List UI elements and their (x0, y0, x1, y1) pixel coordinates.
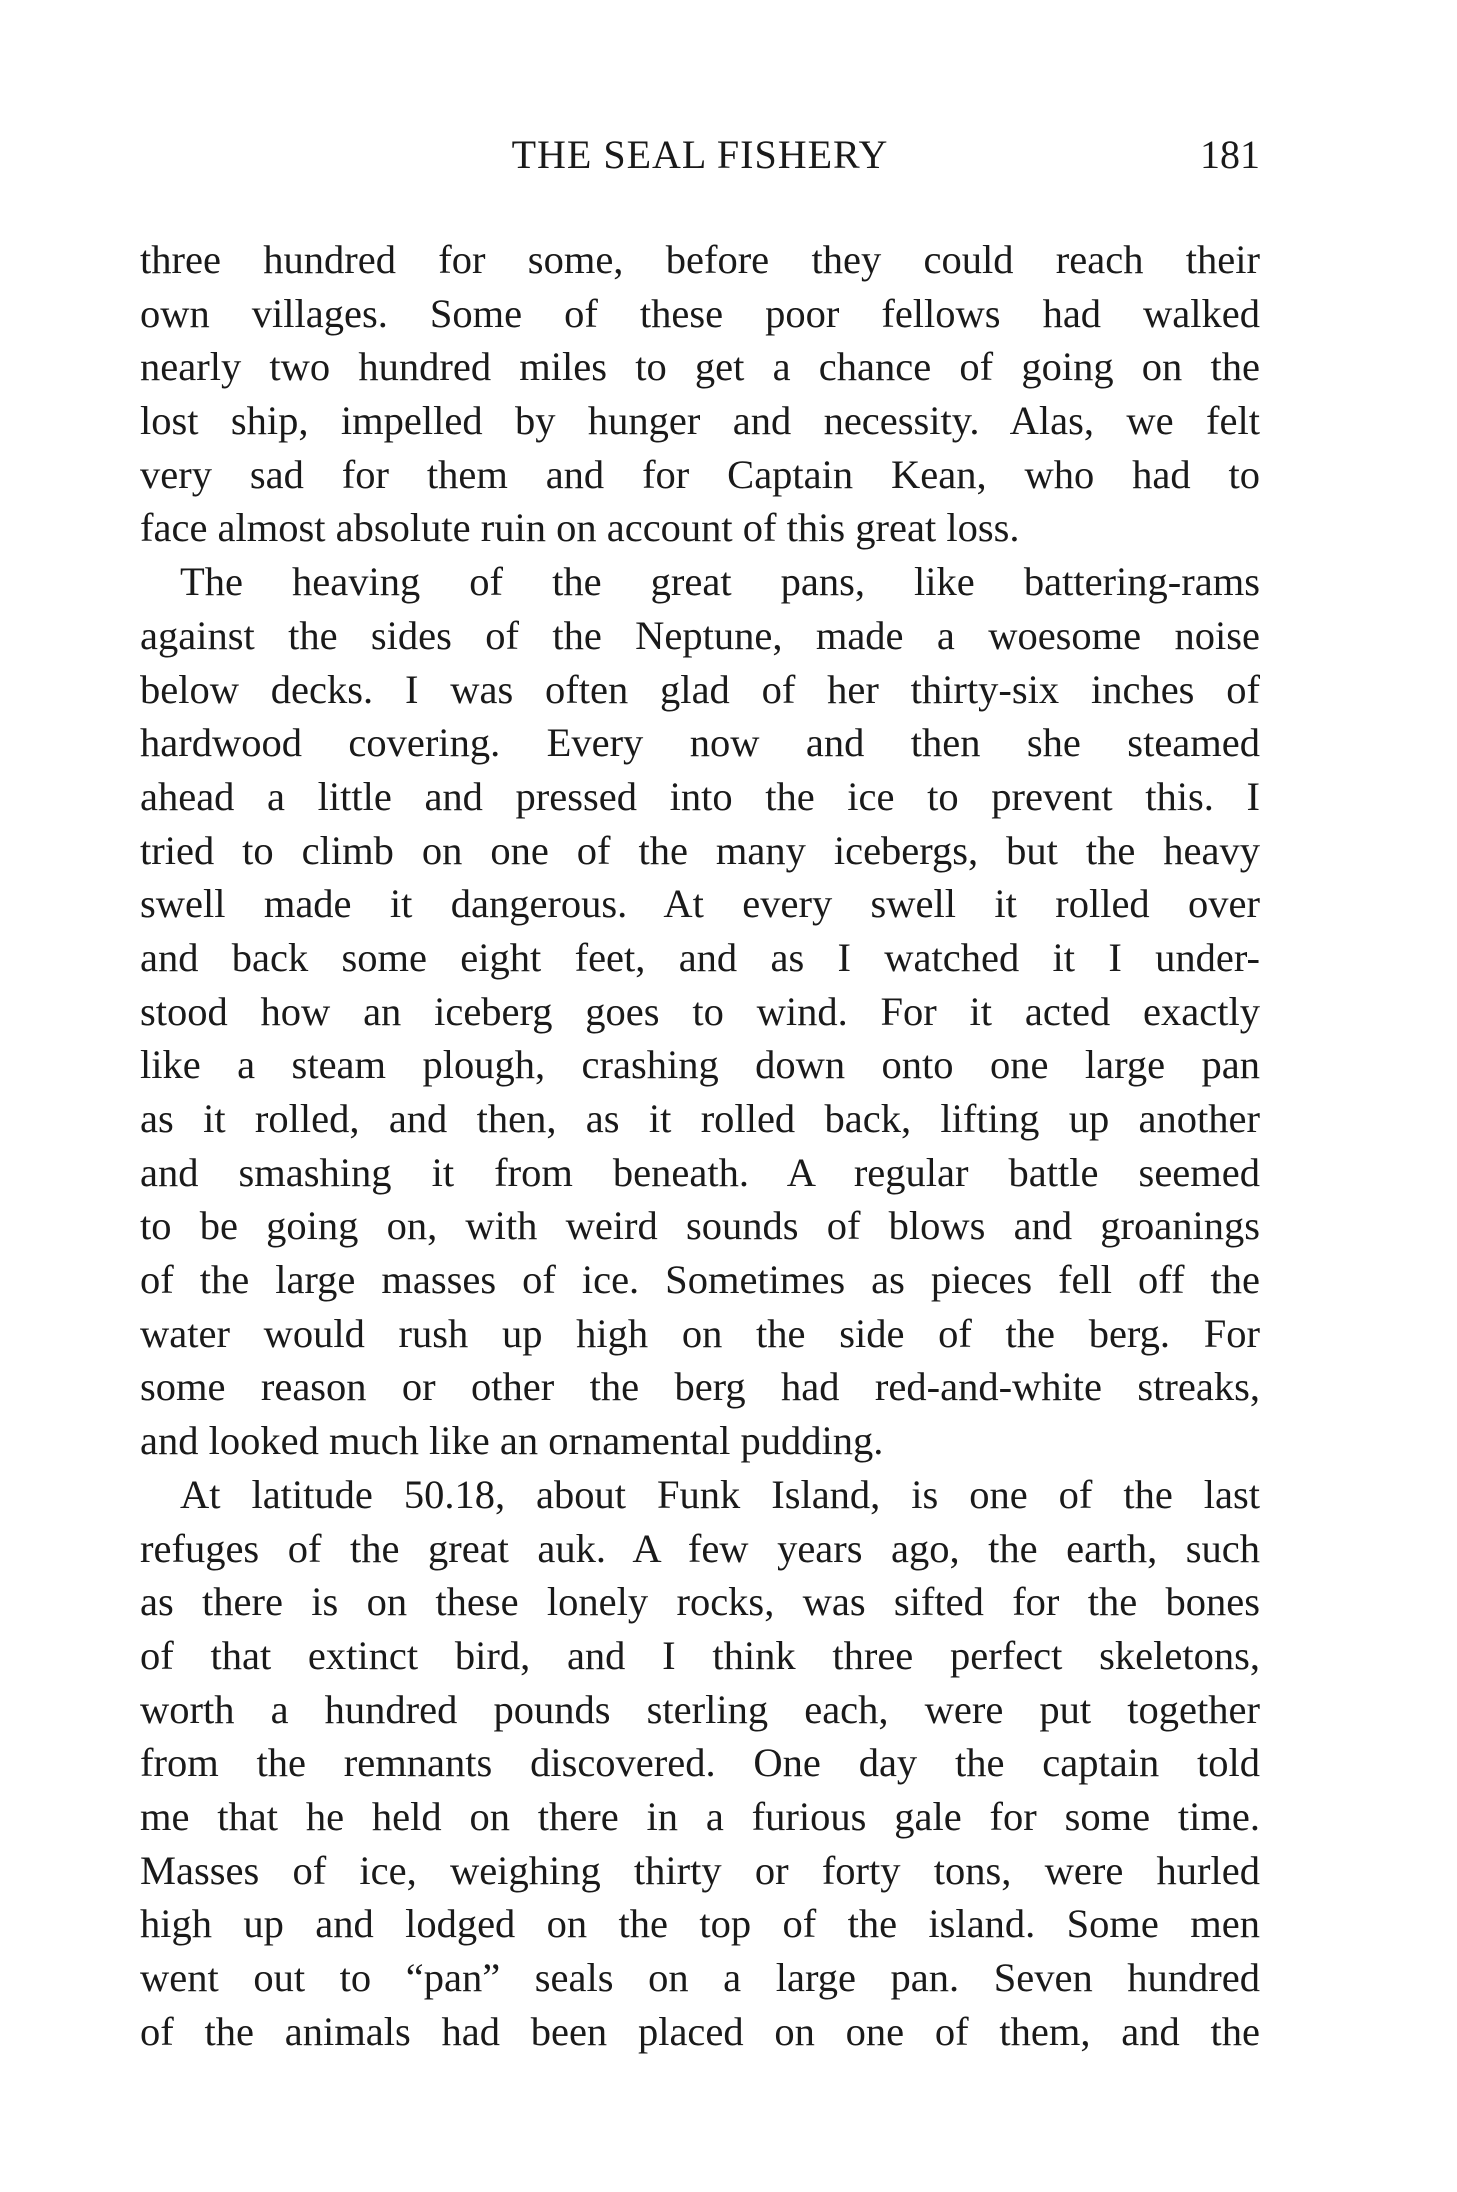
text-line: below decks. I was often glad of her thirty-six inches of (140, 666, 1260, 712)
paragraph-start-line: The heaving of the great pans, like battering-rams (180, 559, 1260, 605)
page-number: 181 (1200, 132, 1260, 177)
text-line: from the remnants discovered. One day the captain told (140, 1740, 1260, 1786)
text-line: went out to “pan” seals on a large pan. Seven hundred (140, 1955, 1260, 2000)
paragraph-start-line: At latitude 50.18, about Funk Island, is one of the last (180, 1471, 1260, 1517)
text-line: very sad for them and for Captain Kean, who had to (140, 451, 1260, 497)
body-text (140, 233, 1260, 2058)
text-line: hardwood covering. Every now and then she steamed (140, 720, 1260, 766)
text-line: and looked much like an ornamental pudding. (140, 1418, 884, 1464)
running-title: THE SEAL FISHERY (511, 132, 889, 177)
text-line: face almost absolute ruin on account of this great loss. (140, 505, 1020, 551)
running-head (140, 130, 1260, 190)
text-line: swell made it dangerous. At every swell it rolled over (140, 881, 1260, 927)
text-line: against the sides of the Neptune, made a woesome noise (140, 612, 1260, 658)
text-line: Masses of ice, weighing thirty or forty tons, were hurled (140, 1847, 1260, 1893)
text-line: me that he held on there in a furious gale for some time. (140, 1793, 1260, 1839)
text-line: three hundred for some, before they could reach their (140, 237, 1260, 282)
text-line: ahead a little and pressed into the ice to prevent this. I (140, 773, 1260, 819)
text-line: and smashing it from beneath. A regular battle seemed (140, 1149, 1260, 1195)
text-line: as there is on these lonely rocks, was sifted for the bones (140, 1579, 1260, 1625)
text-line: of the animals had been placed on one of them, and the (140, 2008, 1260, 2054)
text-line: to be going on, with weird sounds of blows and groanings (140, 1203, 1260, 1249)
text-line: nearly two hundred miles to get a chance of going on the (140, 344, 1260, 390)
text-line: worth a hundred pounds sterling each, were put together (140, 1686, 1260, 1732)
text-line: own villages. Some of these poor fellows had walked (140, 290, 1260, 336)
text-line: high up and lodged on the top of the island. Some men (140, 1901, 1260, 1947)
text-line: water would rush up high on the side of the berg. For (140, 1310, 1260, 1356)
text-line: refuges of the great auk. A few years ago, the earth, such (140, 1525, 1260, 1571)
text-line: like a steam plough, crashing down onto one large pan (140, 1042, 1260, 1088)
text-line: as it rolled, and then, as it rolled back, lifting up another (140, 1096, 1260, 1141)
text-line: of that extinct bird, and I think three perfect skeletons, (140, 1632, 1260, 1678)
text-line: and back some eight feet, and as I watched it I under- (140, 934, 1260, 980)
text-line: some reason or other the berg had red-and-white streaks, (140, 1364, 1260, 1410)
text-line: tried to climb on one of the many icebergs, but the heavy (140, 827, 1260, 873)
text-line: stood how an iceberg goes to wind. For it acted exactly (140, 988, 1260, 1034)
text-line: of the large masses of ice. Sometimes as pieces fell off the (140, 1257, 1260, 1303)
text-line: lost ship, impelled by hunger and necessity. Alas, we felt (140, 398, 1260, 444)
